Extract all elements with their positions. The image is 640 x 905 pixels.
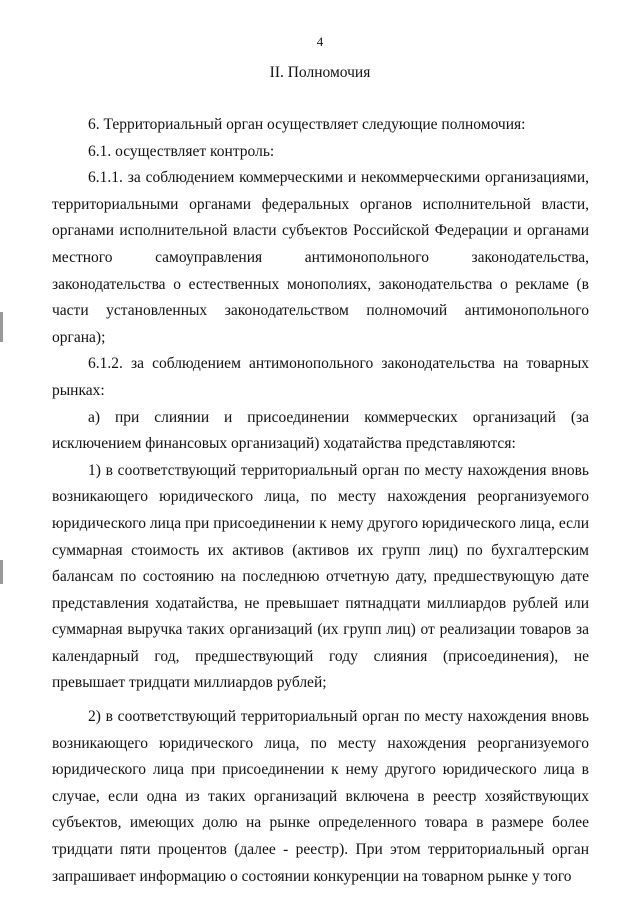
scan-edge-mark (0, 560, 3, 584)
paragraph: 1) в соответствующий территориальный орган по месту нахождения вновь возникающего юридического лица, по месту нахождения реорганизуемого юридического лица при присоединении к нему другого юридического лица, если суммарная стоимость их активов (активов их групп лиц) по бухгалтерским балансам по состоянию на последнюю отчетную дату, предшествующую дате представления ходатайства, не превышает пятнадцати миллиардов рублей или суммарная выручка таких организаций (их групп лиц) от реализации товаров за календарный год, предшествующий году слияния (присоединения), не превышает тридцати миллиардов рублей; (52, 461, 589, 692)
paragraph: 2) в соответствующий территориальный орган по месту нахождения вновь возникающего юридического лица, по месту нахождения реорганизуемого юридического лица при присоединении к нему другого юридического лица в случае, если одна из таких организаций включена в реестр хозяйствующих субъектов, имеющих долю на рынке определенного товара в размере более тридцати пяти процентов (далее - реестр). При этом территориальный орган запрашивает информацию о состоянии конкуренции на товарном рынке у того (52, 708, 589, 885)
paragraph: 6.1. осуществляет контроль: (88, 142, 275, 160)
paragraph: 6.1.2. за соблюдением антимонопольного законодательства на товарных рынках: (52, 355, 589, 399)
paragraph: 6.1.1. за соблюдением коммерческими и некоммерческими организациями, территориальными органами федеральных органов исполнительной власти, органами исполнительной власти субъектов Российской Федерации и органами местного самоуправления антимонопольного законодательства, законодательства о естественных монополиях, законодательства о рекламе (в части установленных законодательством полномочий антимонопольного органа); (52, 169, 589, 346)
paragraph: а) при слиянии и присоединении коммерческих организаций (за исключением финансовых организаций) ходатайства представляются: (52, 408, 589, 453)
document-body (52, 112, 589, 890)
page-number: 4 (316, 34, 324, 49)
scan-edge-mark (0, 312, 3, 342)
paragraph: 6. Территориальный орган осуществляет следующие полномочия: (88, 116, 526, 133)
section-title: II. Полномочия (269, 64, 371, 81)
